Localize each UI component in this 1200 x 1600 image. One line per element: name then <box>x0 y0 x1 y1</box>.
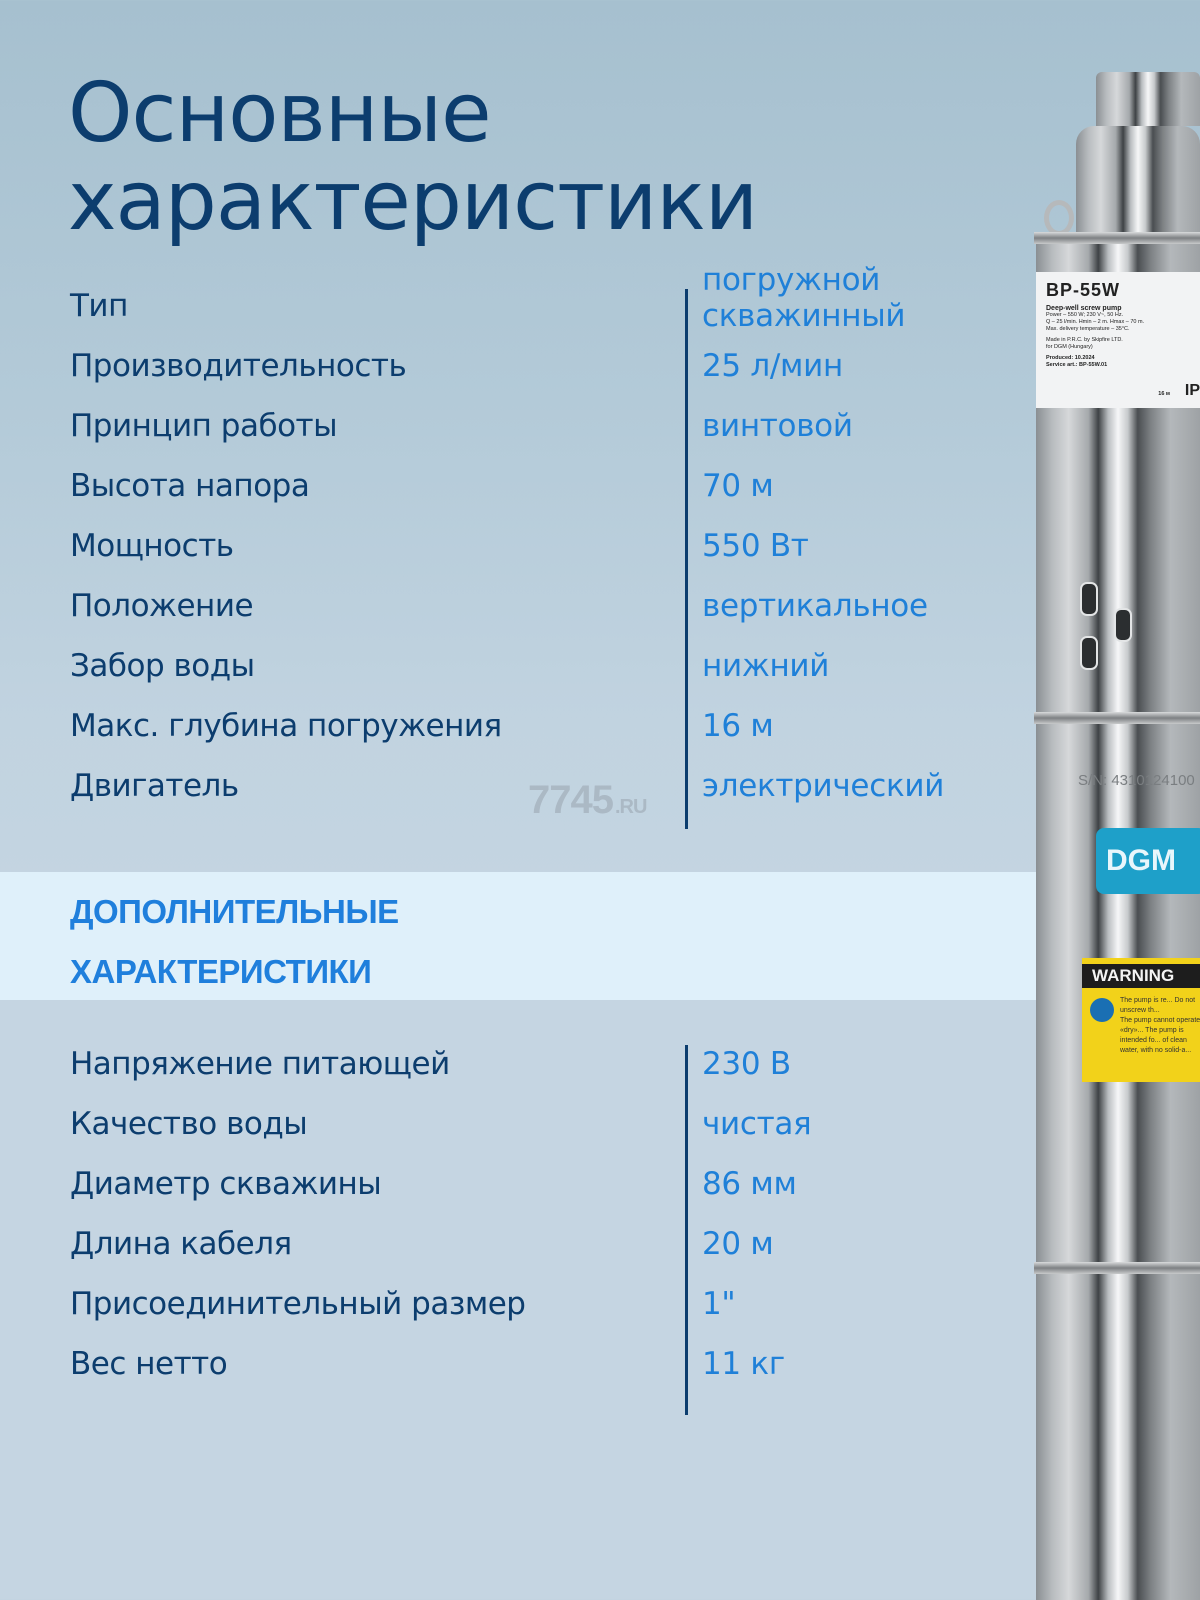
page-title <box>68 66 758 249</box>
spec-value: 20 м <box>702 1226 774 1262</box>
spec-value: 70 м <box>702 468 774 504</box>
spec-value: чистая <box>702 1106 812 1142</box>
spec-label: Напряжение питающей <box>70 1046 450 1082</box>
spec-value: винтовой <box>702 408 853 444</box>
pump-maker-line: for DGM (Hungary) <box>1046 344 1093 350</box>
spec-label: Двигатель <box>70 768 239 804</box>
warning-line: The pump is re... Do not unscrew th... <box>1120 997 1196 1014</box>
spec-value: 25 л/мин <box>702 348 843 384</box>
spec-label: Качество воды <box>70 1106 308 1142</box>
spec-value: 550 Вт <box>702 528 809 564</box>
spec-value: 16 м <box>702 708 774 744</box>
spec-value: вертикальное <box>702 588 928 624</box>
spec-row <box>70 460 1030 520</box>
spec-row <box>70 400 1030 460</box>
spec-value: 11 кг <box>702 1346 785 1382</box>
spec-value: 1" <box>702 1286 736 1322</box>
spec-row <box>70 262 1030 340</box>
banner-line1: ДОПОЛНИТЕЛЬНЫЕ <box>70 893 399 930</box>
pump-ring <box>1034 232 1200 244</box>
spec-label: Мощность <box>70 528 234 564</box>
spec-row <box>70 520 1030 580</box>
pump-produced: Produced: 10.2024 <box>1046 355 1095 361</box>
spec-value <box>702 262 905 334</box>
watermark-suffix: .RU <box>614 796 647 818</box>
spec-label: Положение <box>70 588 254 624</box>
pump-spec-line: Q – 25 l/min. Hmin – 2 m. Hmax – 70 m. <box>1046 319 1145 325</box>
spec-row <box>70 1338 1030 1398</box>
watermark <box>528 778 646 823</box>
spec-label: Длина кабеля <box>70 1226 292 1262</box>
intake-slot <box>1080 582 1098 616</box>
spec-label: Тип <box>70 288 128 324</box>
pump-spec-line: Power – 550 W; 230 V~, 50 Hz. <box>1046 312 1124 318</box>
spec-value: электрический <box>702 768 945 804</box>
warning-text <box>1086 996 1200 1056</box>
spec-row <box>70 640 1030 700</box>
spec-row <box>70 1038 1030 1098</box>
pump-ring <box>1034 712 1200 724</box>
pump-model: BP-55W <box>1046 280 1121 300</box>
spec-label: Забор воды <box>70 648 255 684</box>
pump-neck <box>1076 126 1200 232</box>
pump-product-image <box>1036 72 1200 1600</box>
spec-label: Принцип работы <box>70 408 338 444</box>
extra-specs-table <box>70 1038 1030 1398</box>
spec-row <box>70 340 1030 400</box>
intake-slot <box>1080 636 1098 670</box>
pump-ring <box>1034 1262 1200 1274</box>
pump-serial: S/N: 4310124100 <box>1078 772 1195 789</box>
extra-specs-divider <box>685 1045 688 1415</box>
spec-label: Производительность <box>70 348 407 384</box>
spec-label: Макс. глубина погружения <box>70 708 502 744</box>
spec-row <box>70 1158 1030 1218</box>
spec-label: Вес нетто <box>70 1346 228 1382</box>
spec-row <box>70 700 1030 760</box>
pump-maker-line: Made in P.R.C. by Skipfire LTD. <box>1046 337 1123 343</box>
spec-label: Диаметр скважины <box>70 1166 382 1202</box>
pump-body <box>1036 232 1200 1600</box>
spec-value: 86 мм <box>702 1166 797 1202</box>
warning-line: The pump cannot operate «dry»... The pump is intended fo... of clean water, with no solid-a... <box>1120 1017 1200 1054</box>
warning-title: WARNING <box>1082 964 1200 988</box>
ip-badge: IP <box>1184 382 1200 399</box>
extra-specs-heading <box>70 882 399 1002</box>
spec-value-line1: погружной <box>702 262 881 298</box>
spec-label: Высота напора <box>70 468 310 504</box>
intake-slot <box>1114 608 1132 642</box>
spec-value-line2: скважинный <box>702 298 906 334</box>
watermark-main: 7745 <box>528 778 613 822</box>
depth-badge: 16 м <box>1158 391 1170 397</box>
spec-row <box>70 580 1030 640</box>
spec-row <box>70 1278 1030 1338</box>
warning-sticker <box>1082 958 1200 1082</box>
pump-spec-label <box>1036 272 1200 408</box>
pump-outlet-cap <box>1096 72 1200 126</box>
extra-specs-banner <box>0 872 1048 1000</box>
pump-eyelet-icon <box>1044 200 1074 236</box>
banner-line2: ХАРАКТЕРИСТИКИ <box>70 953 372 990</box>
pump-spec-line: Max. delivery temperature – 35°C. <box>1046 326 1130 332</box>
main-specs-table <box>70 262 1030 820</box>
pump-service-art: Service art.: BP-55W.01 <box>1046 362 1108 368</box>
spec-value: нижний <box>702 648 830 684</box>
page-title-line2: характеристики <box>68 154 758 249</box>
spec-row <box>70 1218 1030 1278</box>
pump-subtitle: Deep-well screw pump <box>1046 305 1122 312</box>
spec-label: Присоединительный размер <box>70 1286 526 1322</box>
main-specs-divider <box>685 289 688 829</box>
spec-value: 230 В <box>702 1046 791 1082</box>
spec-row <box>70 1098 1030 1158</box>
dgm-logo: DGM <box>1096 828 1200 894</box>
page-title-line1: Основные <box>68 66 491 161</box>
